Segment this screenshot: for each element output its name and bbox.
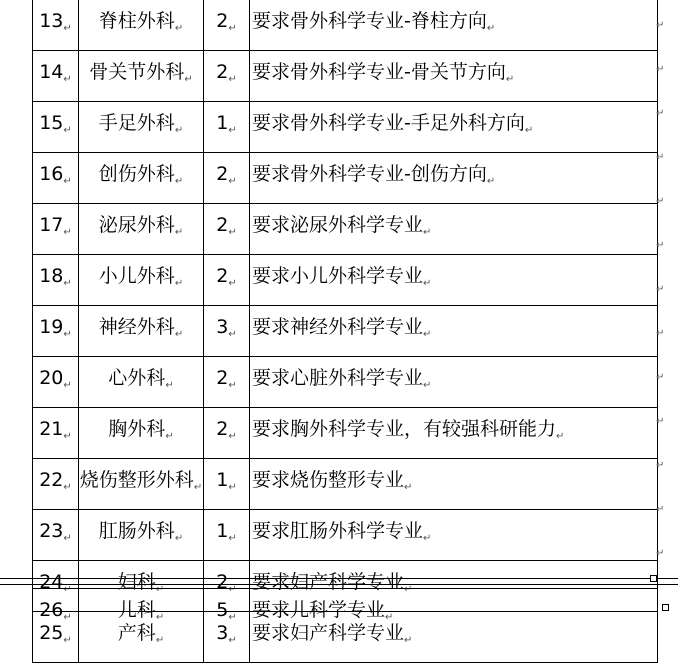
department-name: 脊柱外科 bbox=[98, 10, 175, 32]
row-number-cell[interactable] bbox=[33, 510, 79, 561]
row-number: 26 bbox=[39, 599, 64, 621]
requirement-text: 要求妇产科学专业 bbox=[252, 571, 405, 593]
page-break-divider bbox=[0, 578, 678, 585]
paragraph-mark-icon: ↵ bbox=[423, 533, 432, 544]
requirement-text: 要求骨外科学专业-脊柱方向 bbox=[252, 10, 487, 32]
requirement-cell[interactable] bbox=[250, 153, 658, 204]
count-cell[interactable] bbox=[204, 153, 250, 204]
position-count: 2 bbox=[216, 265, 229, 287]
requirement-text: 要求骨外科学专业-骨关节方向 bbox=[252, 61, 506, 83]
paragraph-mark-icon: ↵ bbox=[228, 533, 237, 544]
table-resize-handle-icon[interactable] bbox=[650, 575, 657, 582]
paragraph-mark-icon: ↵ bbox=[228, 125, 237, 136]
count-cell[interactable] bbox=[204, 408, 250, 459]
department-cell[interactable] bbox=[79, 0, 204, 51]
paragraph-mark-icon: ↵ bbox=[63, 227, 72, 238]
department-name: 手足外科 bbox=[98, 112, 175, 134]
table-row bbox=[33, 204, 658, 255]
paragraph-mark-icon: ↵ bbox=[228, 278, 237, 289]
department-cell[interactable] bbox=[79, 306, 204, 357]
count-cell[interactable] bbox=[204, 0, 250, 51]
row-number: 22 bbox=[39, 469, 64, 491]
paragraph-mark-icon: ↵ bbox=[63, 278, 72, 289]
paragraph-mark-icon: ↵ bbox=[228, 612, 237, 623]
department-name: 烧伤整形外科 bbox=[79, 469, 194, 491]
row-number: 15 bbox=[39, 112, 64, 134]
paragraph-mark-icon: ↵ bbox=[423, 278, 432, 289]
row-end-mark-icon: ↵ bbox=[656, 416, 665, 427]
row-number: 25 bbox=[39, 622, 64, 644]
paragraph-mark-icon: ↵ bbox=[63, 584, 72, 595]
position-count: 1 bbox=[216, 112, 229, 134]
paragraph-mark-icon: ↵ bbox=[486, 176, 496, 187]
row-number: 16 bbox=[39, 163, 64, 185]
department-cell[interactable] bbox=[79, 357, 204, 408]
requirement-text: 要求神经外科学专业 bbox=[252, 316, 424, 338]
department-name: 肛肠外科 bbox=[98, 520, 175, 542]
requirement-cell[interactable] bbox=[250, 408, 658, 459]
paragraph-mark-icon: ↵ bbox=[63, 612, 72, 623]
paragraph-mark-icon: ↵ bbox=[404, 584, 413, 595]
paragraph-mark-icon: ↵ bbox=[174, 329, 184, 340]
requirement-text: 要求烧伤整形专业 bbox=[252, 469, 405, 491]
paragraph-mark-icon: ↵ bbox=[486, 23, 496, 34]
requirement-text: 要求心脏外科学专业 bbox=[252, 367, 424, 389]
row-number: 18 bbox=[39, 265, 64, 287]
paragraph-mark-icon: ↵ bbox=[505, 74, 515, 85]
row-end-mark-icon: ↵ bbox=[656, 504, 665, 515]
department-name: 心外科 bbox=[108, 367, 166, 389]
row-number-cell[interactable] bbox=[33, 0, 79, 51]
table-body bbox=[33, 0, 658, 663]
row-number-cell[interactable] bbox=[33, 153, 79, 204]
row-end-mark-icon: ↵ bbox=[656, 548, 665, 559]
row-number: 19 bbox=[39, 316, 64, 338]
row-end-mark-icon: ↵ bbox=[656, 196, 665, 207]
row-number-cell[interactable] bbox=[33, 357, 79, 408]
paragraph-mark-icon: ↵ bbox=[228, 329, 237, 340]
count-cell[interactable] bbox=[204, 204, 250, 255]
table-row bbox=[33, 510, 658, 561]
position-count: 5 bbox=[216, 599, 229, 621]
requirement-cell[interactable] bbox=[250, 0, 658, 51]
paragraph-mark-icon: ↵ bbox=[228, 176, 237, 187]
count-cell[interactable] bbox=[204, 255, 250, 306]
requirement-cell[interactable] bbox=[250, 204, 658, 255]
paragraph-mark-icon: ↵ bbox=[63, 23, 72, 34]
table-row bbox=[33, 589, 658, 640]
position-count: 2 bbox=[216, 163, 229, 185]
requirement-text: 要求骨外科学专业-手足外科方向 bbox=[252, 112, 525, 134]
paragraph-mark-icon: ↵ bbox=[174, 533, 184, 544]
recruitment-table-page-2 bbox=[32, 588, 658, 639]
department-cell[interactable] bbox=[79, 408, 204, 459]
row-number-cell[interactable] bbox=[33, 51, 79, 102]
count-cell[interactable] bbox=[204, 510, 250, 561]
row-number-cell[interactable] bbox=[33, 255, 79, 306]
row-number-cell[interactable] bbox=[33, 589, 79, 640]
paragraph-mark-icon: ↵ bbox=[228, 380, 237, 391]
row-number: 14 bbox=[39, 61, 64, 83]
position-count: 1 bbox=[216, 469, 229, 491]
requirement-text: 要求骨外科学专业-创伤方向 bbox=[252, 163, 487, 185]
position-count: 2 bbox=[216, 10, 229, 32]
row-number-cell[interactable] bbox=[33, 408, 79, 459]
table-row bbox=[33, 255, 658, 306]
paragraph-mark-icon: ↵ bbox=[404, 635, 413, 646]
position-count: 1 bbox=[216, 520, 229, 542]
requirement-cell[interactable] bbox=[250, 255, 658, 306]
position-count: 3 bbox=[216, 622, 229, 644]
paragraph-mark-icon: ↵ bbox=[184, 74, 193, 85]
row-number: 23 bbox=[39, 520, 64, 542]
paragraph-mark-icon: ↵ bbox=[174, 125, 184, 136]
row-number: 20 bbox=[39, 367, 64, 389]
paragraph-mark-icon: ↵ bbox=[63, 74, 72, 85]
table-row bbox=[33, 51, 658, 102]
row-number-cell[interactable] bbox=[33, 102, 79, 153]
department-name: 小儿外科 bbox=[98, 265, 175, 287]
department-cell[interactable] bbox=[79, 459, 204, 510]
row-number-cell[interactable] bbox=[33, 204, 79, 255]
paragraph-mark-icon: ↵ bbox=[228, 431, 237, 442]
position-count: 2 bbox=[216, 367, 229, 389]
paragraph-mark-icon: ↵ bbox=[556, 431, 565, 442]
requirement-cell[interactable] bbox=[250, 102, 658, 153]
department-cell[interactable] bbox=[79, 510, 204, 561]
paragraph-mark-icon: ↵ bbox=[63, 176, 72, 187]
paragraph-mark-icon: ↵ bbox=[193, 482, 203, 493]
position-count: 2 bbox=[216, 214, 229, 236]
row-end-mark-icon: ↵ bbox=[656, 460, 665, 471]
position-count: 2 bbox=[216, 571, 229, 593]
table-resize-handle-icon[interactable] bbox=[662, 604, 669, 611]
row-end-mark-icon: ↵ bbox=[656, 328, 665, 339]
paragraph-mark-icon: ↵ bbox=[404, 482, 413, 493]
paragraph-mark-icon: ↵ bbox=[524, 125, 534, 136]
table-row bbox=[33, 408, 658, 459]
paragraph-mark-icon: ↵ bbox=[63, 431, 72, 442]
paragraph-mark-icon: ↵ bbox=[63, 482, 72, 493]
paragraph-mark-icon: ↵ bbox=[155, 584, 165, 595]
count-cell[interactable] bbox=[204, 51, 250, 102]
paragraph-mark-icon: ↵ bbox=[165, 431, 174, 442]
row-end-mark-icon: ↵ bbox=[656, 64, 665, 75]
requirement-cell[interactable] bbox=[250, 510, 658, 561]
row-end-mark-icon: ↵ bbox=[656, 240, 665, 251]
count-cell[interactable] bbox=[204, 459, 250, 510]
position-count: 2 bbox=[216, 418, 229, 440]
paragraph-mark-icon: ↵ bbox=[228, 584, 237, 595]
paragraph-mark-icon: ↵ bbox=[174, 278, 184, 289]
requirement-cell[interactable] bbox=[250, 357, 658, 408]
recruitment-table-page-1 bbox=[32, 0, 658, 663]
requirement-text: 要求胸外科学专业，有较强科研能力 bbox=[252, 418, 557, 440]
department-cell[interactable] bbox=[79, 51, 204, 102]
requirement-text: 要求泌尿外科学专业 bbox=[252, 214, 424, 236]
paragraph-mark-icon: ↵ bbox=[228, 227, 237, 238]
table-row bbox=[33, 357, 658, 408]
requirement-text: 要求肛肠外科学专业 bbox=[252, 520, 424, 542]
table-row bbox=[33, 153, 658, 204]
department-name: 儿科 bbox=[117, 599, 156, 621]
requirement-cell[interactable] bbox=[250, 589, 658, 640]
paragraph-mark-icon: ↵ bbox=[63, 380, 72, 391]
paragraph-mark-icon: ↵ bbox=[63, 533, 72, 544]
table-row bbox=[33, 102, 658, 153]
row-end-mark-icon: ↵ bbox=[656, 372, 665, 383]
row-number: 24 bbox=[39, 571, 64, 593]
paragraph-mark-icon: ↵ bbox=[423, 380, 432, 391]
paragraph-mark-icon: ↵ bbox=[165, 380, 174, 391]
department-cell[interactable] bbox=[79, 153, 204, 204]
table-row bbox=[33, 459, 658, 510]
paragraph-mark-icon: ↵ bbox=[63, 329, 72, 340]
department-name: 骨关节外科 bbox=[89, 61, 185, 83]
paragraph-mark-icon: ↵ bbox=[423, 227, 432, 238]
department-cell[interactable] bbox=[79, 255, 204, 306]
department-name: 创伤外科 bbox=[98, 163, 175, 185]
row-end-mark-icon: ↵ bbox=[656, 20, 665, 31]
paragraph-mark-icon: ↵ bbox=[174, 227, 184, 238]
paragraph-mark-icon: ↵ bbox=[228, 635, 237, 646]
position-count: 2 bbox=[216, 61, 229, 83]
paragraph-mark-icon: ↵ bbox=[228, 23, 237, 34]
paragraph-mark-icon: ↵ bbox=[423, 329, 432, 340]
row-end-mark-icon: ↵ bbox=[656, 284, 665, 295]
row-number-cell[interactable] bbox=[33, 459, 79, 510]
count-cell[interactable] bbox=[204, 306, 250, 357]
row-end-mark-icon: ↵ bbox=[656, 152, 665, 163]
paragraph-mark-icon: ↵ bbox=[155, 612, 165, 623]
requirement-text: 要求儿科学专业 bbox=[252, 599, 386, 621]
requirement-cell[interactable] bbox=[250, 51, 658, 102]
table-row bbox=[33, 306, 658, 357]
department-name: 胸外科 bbox=[108, 418, 166, 440]
requirement-cell[interactable] bbox=[250, 459, 658, 510]
department-name: 神经外科 bbox=[98, 316, 175, 338]
requirement-cell[interactable] bbox=[250, 306, 658, 357]
paragraph-mark-icon: ↵ bbox=[155, 635, 165, 646]
table-body bbox=[33, 589, 658, 640]
row-number: 21 bbox=[39, 418, 64, 440]
paragraph-mark-icon: ↵ bbox=[63, 125, 72, 136]
requirement-text: 要求妇产科学专业 bbox=[252, 622, 405, 644]
row-end-mark-icon: ↵ bbox=[656, 108, 665, 119]
paragraph-mark-icon: ↵ bbox=[63, 635, 72, 646]
row-number-cell[interactable] bbox=[33, 306, 79, 357]
row-number: 13 bbox=[39, 10, 64, 32]
position-count: 3 bbox=[216, 316, 229, 338]
paragraph-mark-icon: ↵ bbox=[228, 482, 237, 493]
department-cell[interactable] bbox=[79, 102, 204, 153]
paragraph-mark-icon: ↵ bbox=[385, 612, 394, 623]
paragraph-mark-icon: ↵ bbox=[174, 176, 184, 187]
paragraph-mark-icon: ↵ bbox=[228, 74, 237, 85]
department-name: 妇科 bbox=[117, 571, 156, 593]
row-number: 17 bbox=[39, 214, 64, 236]
department-cell[interactable] bbox=[79, 204, 204, 255]
requirement-text: 要求小儿外科学专业 bbox=[252, 265, 424, 287]
count-cell[interactable] bbox=[204, 102, 250, 153]
department-name: 产科 bbox=[117, 622, 156, 644]
count-cell[interactable] bbox=[204, 357, 250, 408]
department-cell[interactable] bbox=[79, 589, 204, 640]
department-name: 泌尿外科 bbox=[98, 214, 175, 236]
paragraph-mark-icon: ↵ bbox=[174, 23, 184, 34]
count-cell[interactable] bbox=[204, 589, 250, 640]
table-row bbox=[33, 0, 658, 51]
